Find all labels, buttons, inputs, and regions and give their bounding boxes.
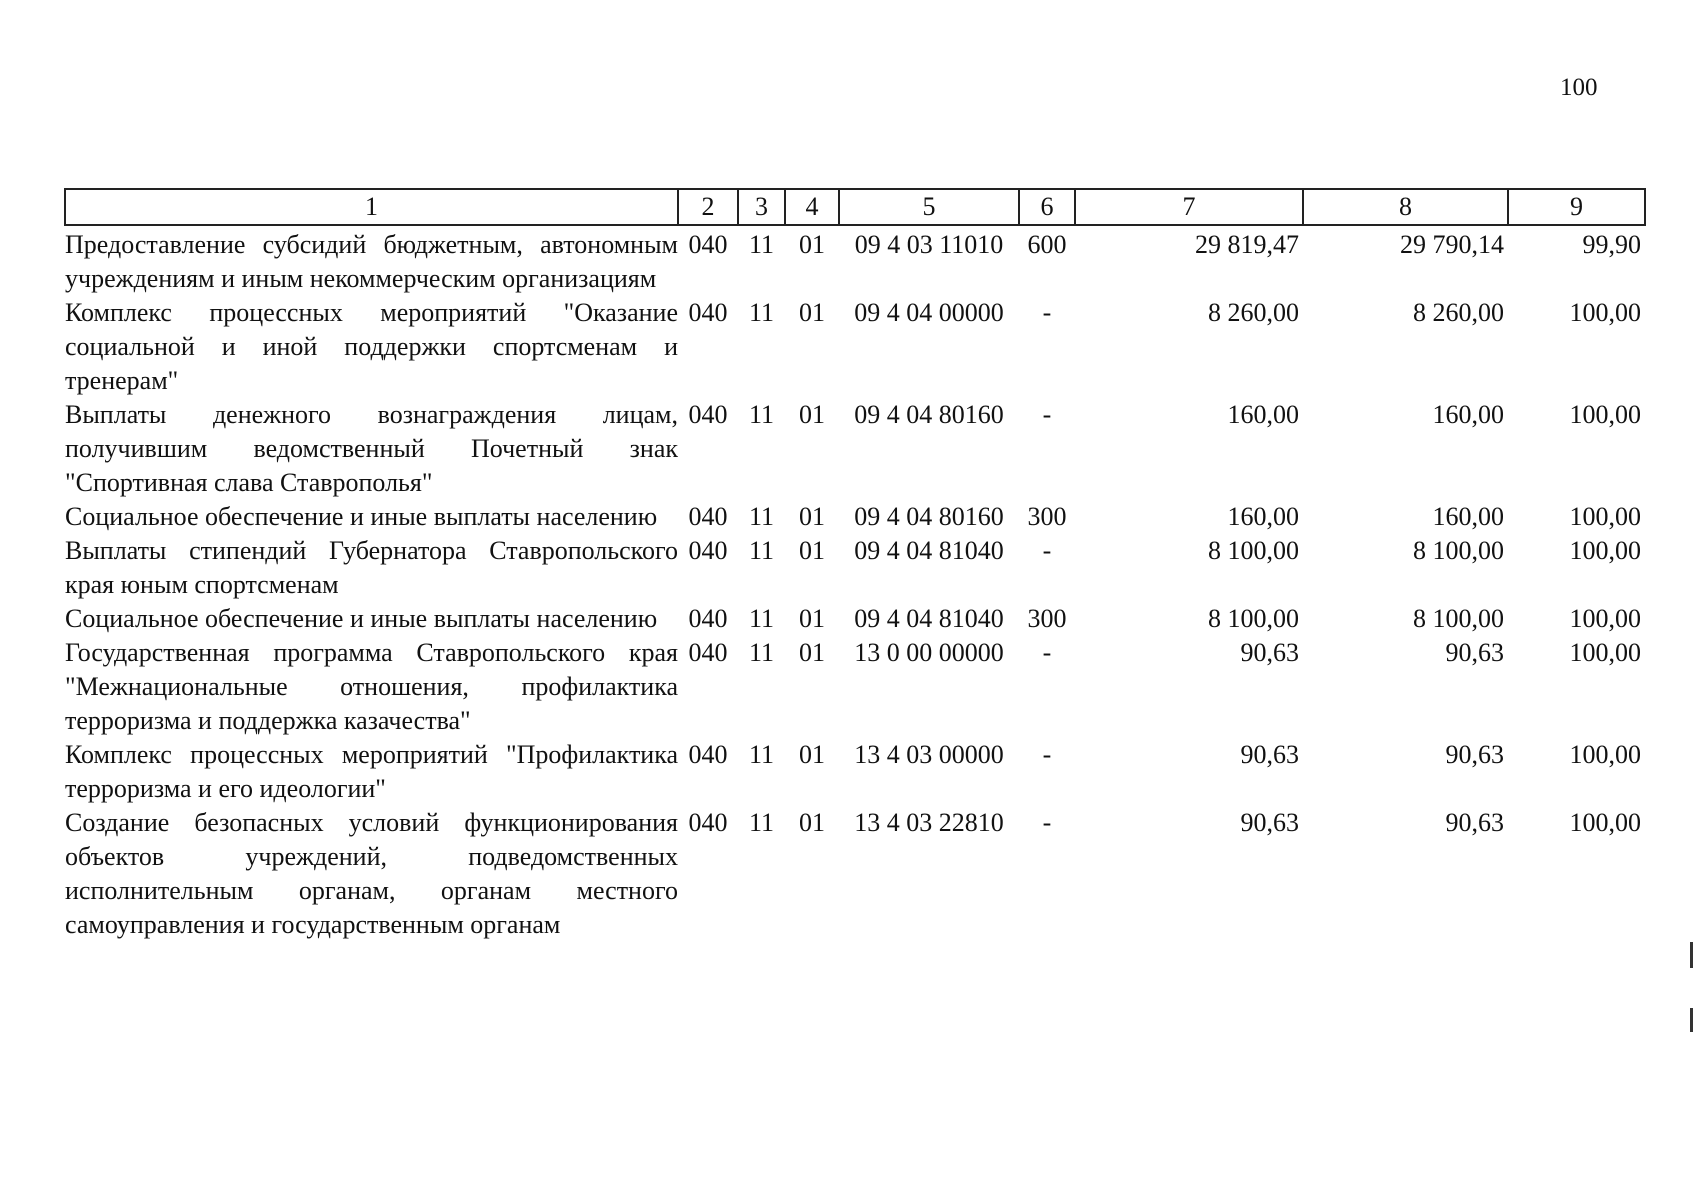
cell-section: 11 — [748, 808, 775, 837]
header-col-2: 2 — [678, 189, 738, 225]
cell-planned: 8 100,00 — [1208, 536, 1299, 565]
cell-section: 11 — [748, 400, 775, 429]
cell-section: 11 — [748, 502, 775, 531]
table-row — [65, 398, 1645, 500]
cell-planned: 8 260,00 — [1208, 298, 1299, 327]
cell-target-article: 13 0 00 00000 — [854, 638, 1004, 667]
scan-edge-mark — [1690, 1008, 1693, 1032]
cell-target-article: 13 4 03 00000 — [854, 740, 1004, 769]
cell-expense-type: 300 — [1027, 604, 1067, 633]
cell-target-article: 09 4 04 80160 — [854, 502, 1004, 531]
cell-ministry-code: 040 — [688, 298, 728, 327]
table-row — [65, 806, 1645, 942]
table-row — [65, 738, 1645, 806]
cell-executed: 160,00 — [1432, 400, 1504, 429]
cell-name: Социальное обеспечение и иные выплаты населению — [65, 502, 658, 531]
header-row — [65, 189, 1645, 225]
cell-planned: 29 819,47 — [1195, 230, 1299, 259]
header-col-6: 6 — [1019, 189, 1075, 225]
budget-table — [64, 188, 1646, 942]
cell-target-article: 09 4 04 81040 — [854, 604, 1004, 633]
cell-target-article: 09 4 04 80160 — [854, 400, 1004, 429]
cell-executed: 8 100,00 — [1413, 536, 1504, 565]
cell-expense-type: - — [1042, 400, 1052, 429]
cell-executed: 8 100,00 — [1413, 604, 1504, 633]
table-body — [65, 225, 1645, 942]
cell-expense-type: 300 — [1027, 502, 1067, 531]
cell-ministry-code: 040 — [688, 230, 728, 259]
header-col-9: 9 — [1508, 189, 1645, 225]
cell-subsection: 01 — [799, 808, 825, 837]
cell-planned: 160,00 — [1227, 502, 1299, 531]
table-header — [65, 189, 1645, 225]
cell-name: Государственная программа Ставропольского края "Межнациональные отношения, профилактика терроризма и поддержка казачества" — [65, 638, 678, 735]
cell-section: 11 — [748, 740, 775, 769]
cell-percent: 100,00 — [1569, 604, 1641, 633]
cell-section: 11 — [748, 230, 775, 259]
cell-subsection: 01 — [799, 604, 825, 633]
cell-expense-type: - — [1042, 298, 1052, 327]
table-row — [65, 225, 1645, 296]
cell-planned: 90,63 — [1240, 638, 1299, 667]
header-col-1: 1 — [65, 189, 678, 225]
cell-subsection: 01 — [799, 536, 825, 565]
cell-executed: 8 260,00 — [1413, 298, 1504, 327]
cell-ministry-code: 040 — [688, 536, 728, 565]
cell-ministry-code: 040 — [688, 604, 728, 633]
cell-subsection: 01 — [799, 400, 825, 429]
cell-section: 11 — [748, 638, 775, 667]
table-row — [65, 534, 1645, 602]
cell-ministry-code: 040 — [688, 502, 728, 531]
cell-ministry-code: 040 — [688, 808, 728, 837]
cell-executed: 90,63 — [1445, 740, 1504, 769]
cell-executed: 160,00 — [1432, 502, 1504, 531]
cell-name: Выплаты денежного вознаграждения лицам, получившим ведомственный Почетный знак "Спортивная слава Ставрополья" — [65, 400, 678, 497]
header-col-5: 5 — [839, 189, 1019, 225]
cell-target-article: 09 4 03 11010 — [854, 230, 1004, 259]
header-col-3: 3 — [738, 189, 785, 225]
table-row — [65, 296, 1645, 398]
cell-subsection: 01 — [799, 502, 825, 531]
cell-executed: 90,63 — [1445, 808, 1504, 837]
cell-expense-type: - — [1042, 808, 1052, 837]
cell-name: Выплаты стипендий Губернатора Ставропольского края юным спортсменам — [65, 536, 678, 599]
cell-percent: 100,00 — [1569, 536, 1641, 565]
cell-planned: 90,63 — [1240, 808, 1299, 837]
cell-expense-type: 600 — [1027, 230, 1067, 259]
cell-percent: 100,00 — [1569, 298, 1641, 327]
cell-subsection: 01 — [799, 230, 825, 259]
cell-name: Социальное обеспечение и иные выплаты населению — [65, 604, 658, 633]
cell-percent: 100,00 — [1569, 808, 1641, 837]
cell-name: Комплекс процессных мероприятий "Оказание социальной и иной поддержки спортсменам и тренерам" — [65, 298, 678, 395]
scan-edge-mark — [1690, 942, 1693, 968]
header-col-7: 7 — [1075, 189, 1303, 225]
cell-ministry-code: 040 — [688, 638, 728, 667]
table-row — [65, 636, 1645, 738]
cell-name: Предоставление субсидий бюджетным, автономным учреждениям и иным некоммерческим организациям — [65, 230, 678, 293]
cell-percent: 100,00 — [1569, 502, 1641, 531]
cell-ministry-code: 040 — [688, 400, 728, 429]
cell-percent: 100,00 — [1569, 400, 1641, 429]
cell-percent: 99,90 — [1582, 230, 1641, 259]
cell-ministry-code: 040 — [688, 740, 728, 769]
cell-expense-type: - — [1042, 536, 1052, 565]
header-col-4: 4 — [785, 189, 839, 225]
cell-expense-type: - — [1042, 740, 1052, 769]
cell-expense-type: - — [1042, 638, 1052, 667]
cell-name: Комплекс процессных мероприятий "Профилактика терроризма и его идеологии" — [65, 740, 678, 803]
cell-percent: 100,00 — [1569, 638, 1641, 667]
cell-subsection: 01 — [799, 740, 825, 769]
header-col-8: 8 — [1303, 189, 1508, 225]
table-row — [65, 602, 1645, 636]
cell-subsection: 01 — [799, 298, 825, 327]
cell-planned: 160,00 — [1227, 400, 1299, 429]
cell-subsection: 01 — [799, 638, 825, 667]
cell-percent: 100,00 — [1569, 740, 1641, 769]
cell-executed: 90,63 — [1445, 638, 1504, 667]
cell-target-article: 13 4 03 22810 — [854, 808, 1004, 837]
cell-target-article: 09 4 04 81040 — [854, 536, 1004, 565]
cell-name: Создание безопасных условий функционирования объектов учреждений, подведомственных исполнительным органам, органам местного самоуправления и государственным органам — [65, 808, 678, 939]
cell-section: 11 — [748, 536, 775, 565]
cell-planned: 8 100,00 — [1208, 604, 1299, 633]
table-row — [65, 500, 1645, 534]
cell-section: 11 — [748, 604, 775, 633]
cell-target-article: 09 4 04 00000 — [854, 298, 1004, 327]
page-number: 100 — [1560, 74, 1598, 101]
cell-section: 11 — [748, 298, 775, 327]
cell-executed: 29 790,14 — [1400, 230, 1504, 259]
cell-planned: 90,63 — [1240, 740, 1299, 769]
